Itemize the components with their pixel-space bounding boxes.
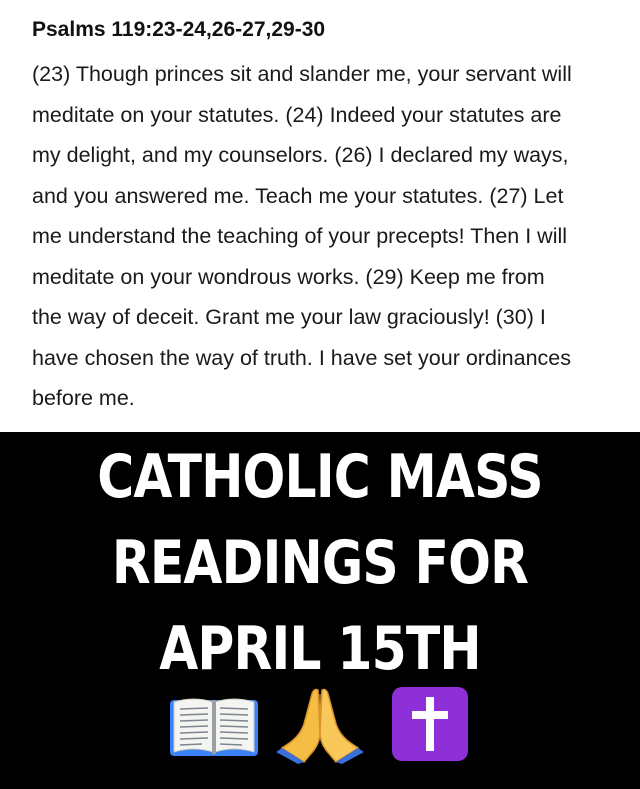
reading-line: my delight, and my counselors. (26) I declared my ways, xyxy=(32,143,569,167)
open-book-icon xyxy=(168,694,260,758)
reading-line: (23) Though princes sit and slander me, your servant will xyxy=(32,62,572,86)
latin-cross-icon xyxy=(390,685,470,763)
reading-line: the way of deceit. Grant me your law graciously! (30) I xyxy=(32,305,546,329)
reading-reference: Psalms 119:23-24,26-27,29-30 xyxy=(32,18,326,41)
reading-line: and you answered me. Teach me your statutes. (27) Let xyxy=(32,183,564,208)
praying-hands-icon xyxy=(274,684,366,764)
banner-panel xyxy=(0,432,640,789)
emoji-row xyxy=(0,684,640,764)
reading-line: before me. xyxy=(32,386,135,410)
reading-line: me understand the teaching of your precepts! Then I will xyxy=(32,224,568,248)
banner-line: APRIL 15TH xyxy=(159,614,481,684)
reading-line: have chosen the way of truth. I have set your ordinances xyxy=(32,345,572,370)
reading-text xyxy=(32,54,622,419)
reading-line: meditate on your statutes. (24) Indeed your statutes are xyxy=(32,102,562,127)
reading-line: meditate on your wondrous works. (29) Keep me from xyxy=(32,264,545,289)
banner-line: CATHOLIC MASS xyxy=(97,442,543,512)
banner-line: READINGS FOR xyxy=(111,528,529,598)
banner-headline xyxy=(51,434,589,692)
